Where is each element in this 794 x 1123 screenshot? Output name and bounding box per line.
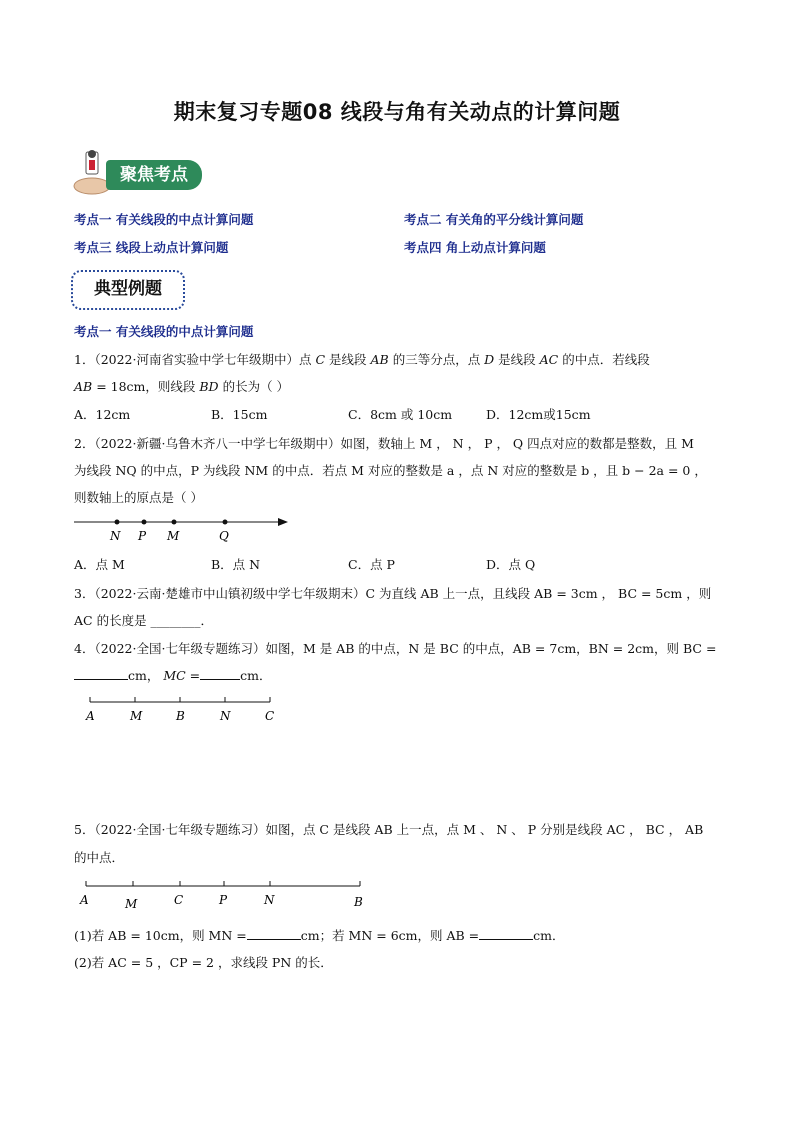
q5-answer-blank-2[interactable]: [479, 927, 533, 940]
point-label-m: M: [130, 709, 143, 723]
segment-figure-q4: [80, 694, 290, 726]
point-label-n: N: [110, 529, 121, 543]
q4-line1: 4．（2022·全国·七年级专题练习）如图，M 是 AB 的中点，N 是 BC 的中点，AB = 7cm，BN = 2cm，则 BC =: [74, 641, 717, 656]
point-label-b: B: [354, 895, 363, 909]
banner-label: 聚焦考点: [106, 160, 202, 190]
number-line-figure: [70, 512, 300, 546]
typical-examples-label: 典型例题: [71, 270, 185, 310]
q2-line3: 则数轴上的原点是（ ）: [74, 490, 203, 505]
q5-sub1: (1)若 AB = 10cm，则 MN = cm；若 MN = 6cm，则 AB = cm．: [74, 928, 565, 943]
q1-option-d[interactable]: D．12cm或15cm: [486, 407, 591, 422]
q5-sub2: (2)若 AC = 5 ，CP = 2 ，求线段 PN 的长．: [74, 955, 333, 970]
point-label-a: A: [86, 709, 95, 723]
q4-line2: cm， MC = cm．: [74, 666, 272, 684]
section-heading: 考点一 有关线段的中点计算问题: [74, 324, 254, 339]
page-title: 期末复习专题08 线段与角有关动点的计算问题: [173, 100, 621, 124]
q5-line1: 5．（2022·全国·七年级专题练习）如图，点 C 是线段 AB 上一点，点 M 、 N 、 P 分别是线段 AC ， BC ， AB: [74, 822, 704, 837]
q1-option-a[interactable]: A．12cm: [74, 407, 131, 422]
point-label-a: A: [80, 893, 89, 907]
kaodian-2[interactable]: 考点二 有关角的平分线计算问题: [404, 212, 584, 227]
q4-answer-blank-1[interactable]: [74, 667, 128, 680]
q1-line2: AB = 18cm，则线段 BD 的长为（ ）: [74, 379, 290, 394]
q4-answer-blank-2[interactable]: [200, 667, 240, 680]
q3-line1: 3．（2022·云南·楚雄市中山镇初级中学七年级期末）C 为直线 AB 上一点，且线段 AB = 3cm ， BC = 5cm ，则: [74, 586, 712, 601]
segment-figure-q5: [76, 878, 376, 912]
q1-option-b[interactable]: B．15cm: [211, 407, 268, 422]
point-label-c: C: [265, 709, 275, 723]
q2-option-b[interactable]: B．点 N: [211, 557, 261, 572]
q2-line2: 为线段 NQ 的中点，P 为线段 NM 的中点．若点 M 对应的整数是 a ，点 N 对应的整数是 b ，且 b − 2a = 0 ，: [74, 463, 707, 478]
kaodian-1[interactable]: 考点一 有关线段的中点计算问题: [74, 212, 254, 227]
focus-banner: [72, 146, 202, 196]
q2-line1: 2．（2022·新疆·乌鲁木齐八一中学七年级期中）如图，数轴上 M ， N ， P ， Q 四点对应的数都是整数，且 M: [74, 436, 694, 451]
point-label-n: N: [264, 893, 275, 907]
point-label-n: N: [220, 709, 231, 723]
point-label-m: M: [167, 529, 180, 543]
kaodian-4[interactable]: 考点四 角上动点计算问题: [404, 240, 546, 255]
q5-answer-blank-1[interactable]: [247, 927, 301, 940]
point-label-c: C: [174, 893, 184, 907]
point-label-m: M: [125, 897, 138, 911]
q2-option-d[interactable]: D．点 Q: [486, 557, 536, 572]
q5-line2: 的中点．: [74, 850, 125, 865]
q1-option-c[interactable]: C．8cm 或 10cm: [348, 407, 453, 422]
kaodian-3[interactable]: 考点三 线段上动点计算问题: [74, 240, 229, 255]
point-label-p: P: [138, 529, 147, 543]
q2-option-a[interactable]: A．点 M: [74, 557, 125, 572]
point-label-q: Q: [219, 529, 229, 543]
point-label-p: P: [219, 893, 228, 907]
q1-line1: 1．（2022·河南省实验中学七年级期中）点 C 是线段 AB 的三等分点，点 D 是线段 AC 的中点．若线段: [74, 352, 650, 367]
q2-option-c[interactable]: C．点 P: [348, 557, 395, 572]
q3-line2: AC 的长度是 ________．: [74, 613, 214, 628]
point-label-b: B: [176, 709, 185, 723]
